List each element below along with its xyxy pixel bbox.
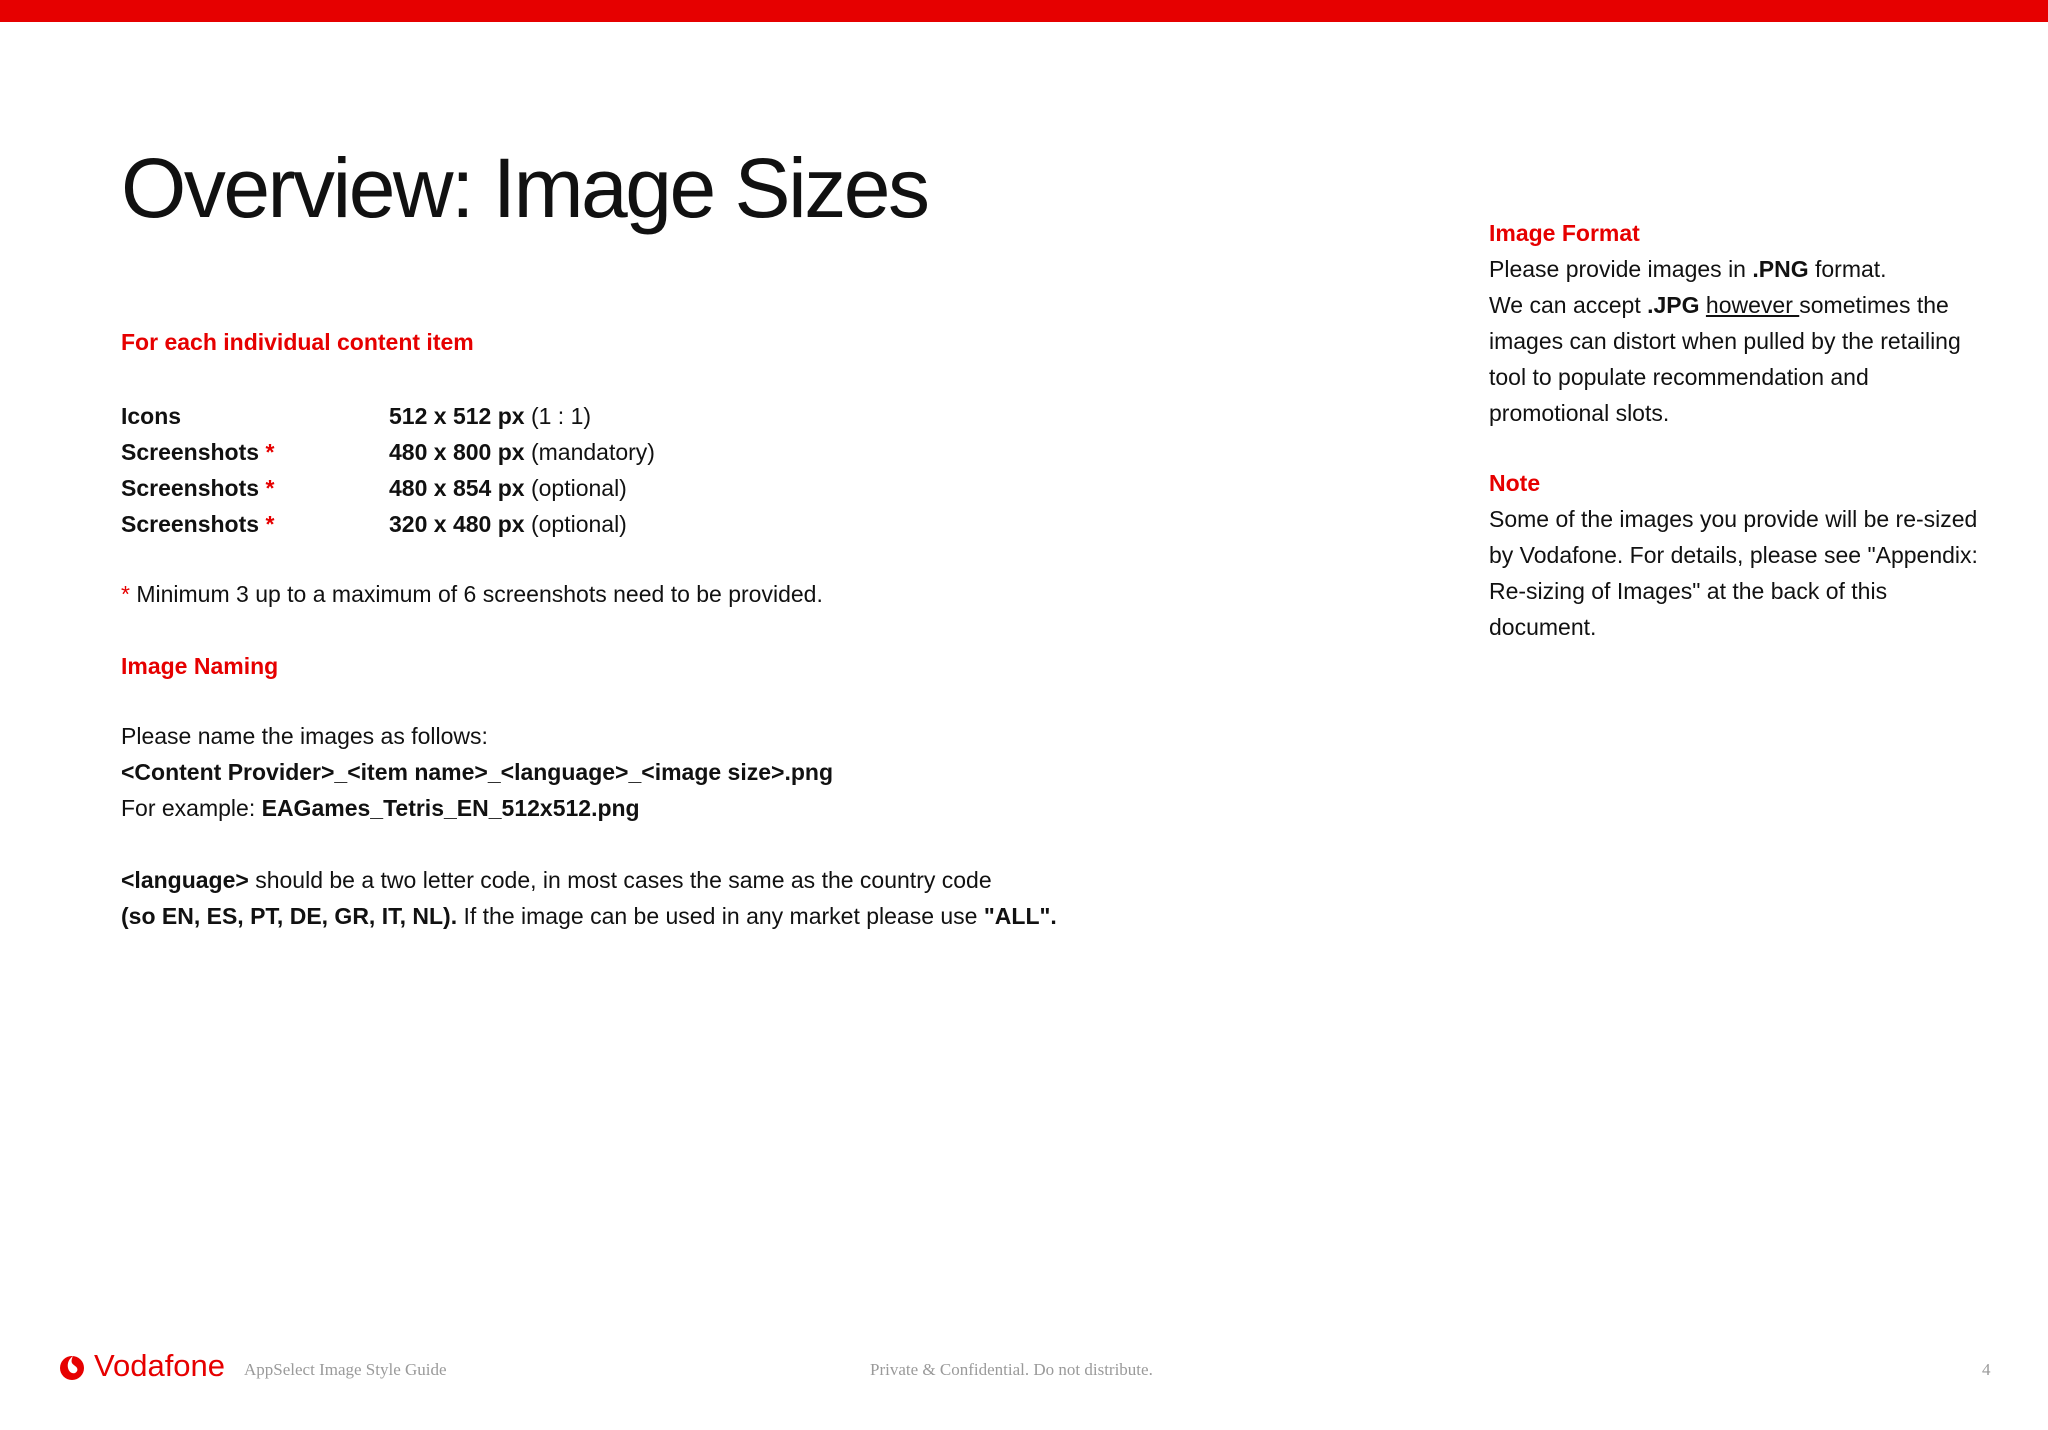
image-format-section [1489,215,2009,431]
required-asterisk: * [265,439,275,465]
section-heading-image-naming: Image Naming [121,653,279,679]
jpg-format: .JPG [1647,292,1700,318]
language-all: "ALL". [983,903,1057,929]
required-asterisk: * [265,511,275,537]
note-line: Re-sizing of Images" at the back of this [1489,578,1888,604]
screenshot-footnote [121,576,823,612]
size-label: Icons [121,403,182,429]
top-accent-bar [0,0,2048,22]
section-heading-content-item: For each individual content item [121,329,474,355]
size-dimensions: 512 x 512 px [389,403,525,429]
note-line: Some of the images you provide will be re-sized [1489,506,1978,532]
size-row-screenshots-mandatory [121,434,655,470]
example-filename: EAGames_Tetris_EN_512x512.png [261,795,640,821]
document-name: AppSelect Image Style Guide [244,1360,447,1379]
vodafone-logo [58,1348,225,1384]
section-heading-note: Note [1489,470,1541,496]
language-text: should be a two letter code, in most cases the same as the country code [248,867,992,893]
size-note: (optional) [530,511,627,537]
section-heading-image-format: Image Format [1489,220,1640,246]
format-line: images can distort when pulled by the retailing [1489,328,1961,354]
size-note: (1 : 1) [530,403,592,429]
size-dimensions: 320 x 480 px [389,511,525,537]
size-label: Screenshots [121,439,260,465]
page-title: Overview: Image Sizes [121,141,928,235]
png-format: .PNG [1752,256,1809,282]
size-row-icons [121,398,655,434]
language-text-2: If the image can be used in any market please use [457,903,984,929]
size-row-screenshots-optional-480 [121,506,655,542]
size-dimensions: 480 x 800 px [389,439,525,465]
note-line: by Vodafone. For details, please see "Appendix: [1489,542,1978,568]
size-note: (optional) [530,475,627,501]
language-line-2 [121,898,1057,934]
format-line: tool to populate recommendation and [1489,364,1869,390]
naming-example [121,790,640,826]
language-line-1 [121,862,992,898]
size-row-screenshots-optional-854 [121,470,655,506]
required-asterisk: * [265,475,275,501]
footnote-asterisk: * [121,581,130,607]
confidential-notice: Private & Confidential. Do not distribute. [870,1360,1153,1379]
vodafone-speechmark-icon [58,1350,86,1382]
image-size-table [121,398,655,542]
naming-pattern: <Content Provider>_<item name>_<language>_<image size>.png [121,759,834,785]
language-tag: <language> [121,867,249,893]
note-line: document. [1489,614,1597,640]
language-codes: (so EN, ES, PT, DE, GR, IT, NL). [121,903,458,929]
size-label: Screenshots [121,511,260,537]
format-line: Please provide images in .PNG format. [1489,256,1887,282]
format-line: We can accept .JPG however sometimes the [1489,292,1949,318]
note-section [1489,465,2009,645]
however-underlined: however [1705,292,1800,318]
format-line: promotional slots. [1489,400,1670,426]
naming-intro: Please name the images as follows: [121,723,488,749]
page-number: 4 [1982,1360,1991,1379]
size-dimensions: 480 x 854 px [389,475,525,501]
footnote-text: Minimum 3 up to a maximum of 6 screenshots need to be provided. [136,581,823,607]
brand-name: Vodafone [94,1348,226,1383]
size-label: Screenshots [121,475,260,501]
size-note: (mandatory) [530,439,655,465]
example-label: For example: [121,795,262,821]
